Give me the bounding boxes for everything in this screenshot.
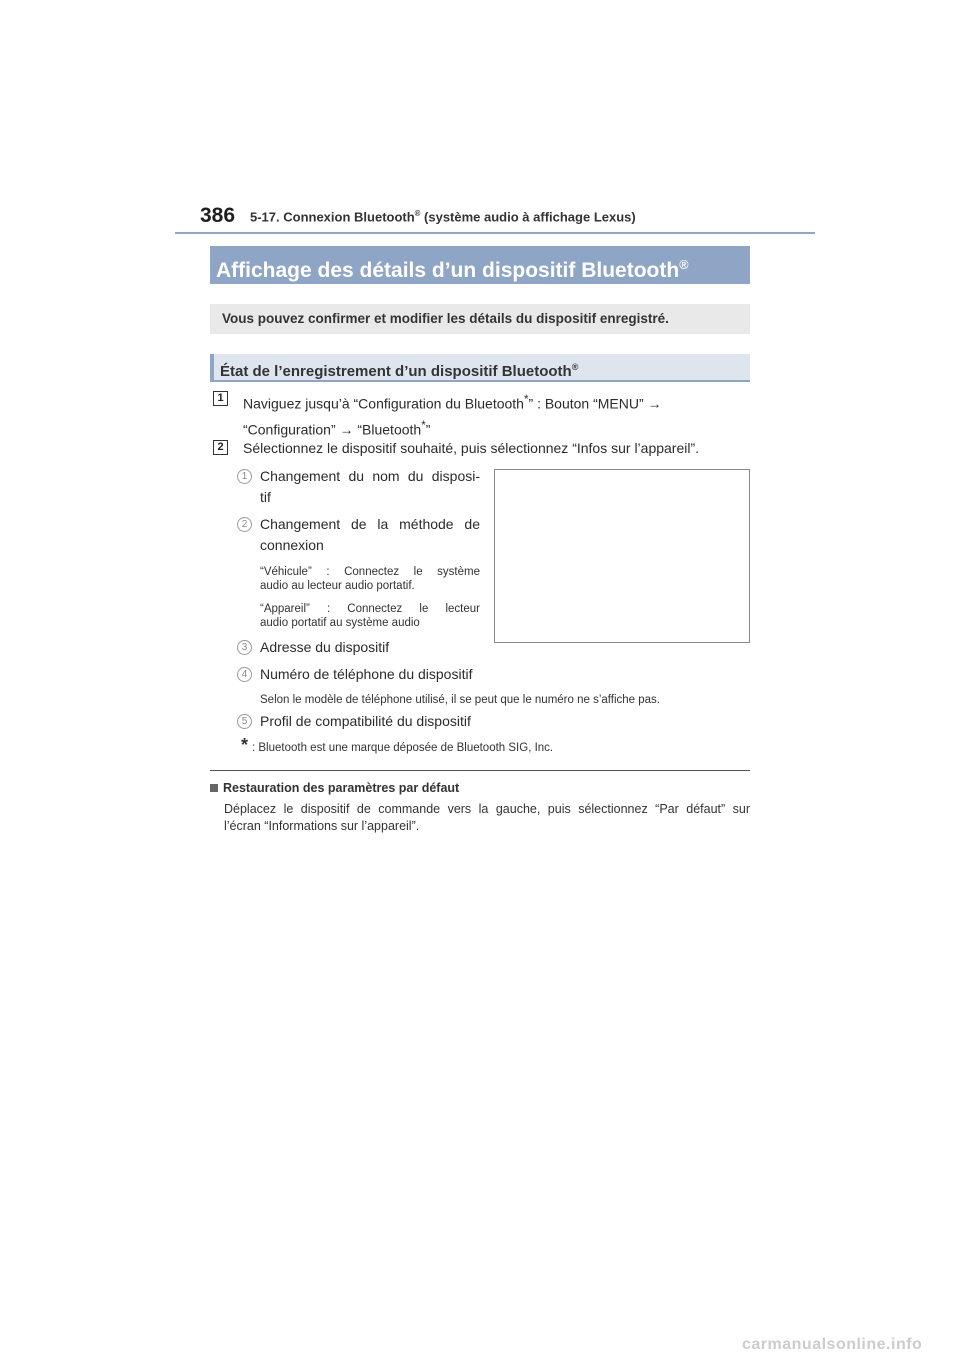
item-1-text: Changement du nom du disposi- tif — [260, 468, 480, 505]
note-phone: Selon le modèle de téléphone utilisé, il se peut que le numéro ne s’affiche pas. — [260, 694, 660, 706]
bullet-text: Déplacez le dispositif de commande vers la gauche, puis sélectionnez “Par défaut” sur l’écran “Informations sur l’appareil”. — [224, 802, 750, 833]
screen-illustration — [494, 469, 750, 643]
note-vehicule: “Véhicule” : Connectez le système audio au lecteur audio portatif. — [260, 566, 480, 592]
item-number-1: 1 — [237, 469, 252, 484]
page-number: 386 — [200, 204, 236, 227]
footnote-text: : Bluetooth est une marque déposée de Bluetooth SIG, Inc. — [252, 742, 554, 754]
item-3-text: Adresse du dispositif — [260, 639, 390, 655]
item-2-text: Changement de la méthode de connexion — [260, 516, 480, 553]
note-appareil: “Appareil” : Connectez le lecteur audio portatif au système audio — [260, 603, 480, 629]
main-title: Affichage des détails d’un dispositif Bluetooth® — [210, 246, 750, 284]
item-number-5: 5 — [237, 714, 252, 729]
step-number-2: 2 — [213, 440, 228, 455]
item-4-text: Numéro de téléphone du dispositif — [260, 666, 473, 682]
footnote-mark: * — [241, 735, 249, 755]
intro-text: Vous pouvez confirmer et modifier les détails du dispositif enregistré. — [210, 304, 750, 334]
watermark-logo — [740, 1328, 960, 1358]
bullet-heading: Restauration des paramètres par défaut — [210, 781, 459, 795]
item-number-2: 2 — [237, 517, 252, 532]
section-title: 5-17. Connexion Bluetooth® (système audio à affichage Lexus) — [250, 209, 636, 225]
step-1-text: Naviguez jusqu’à “Configuration du Bluetooth*” : Bouton “MENU” → “Configuration” → “Bluetooth*” — [243, 393, 662, 438]
step-number-1: 1 — [213, 391, 228, 406]
bullet-square-icon — [210, 784, 218, 792]
section-divider — [210, 770, 750, 771]
svg-text:carmanualsonline.info: carmanualsonline.info — [742, 1336, 923, 1353]
sub-title: État de l’enregistrement d’un dispositif Bluetooth® — [210, 354, 750, 382]
item-number-4: 4 — [237, 667, 252, 682]
step-2-text: Sélectionnez le dispositif souhaité, puis sélectionnez “Infos sur l’appareil”. — [243, 440, 700, 456]
item-5-text: Profil de compatibilité du dispositif — [260, 713, 471, 729]
header-divider — [175, 232, 815, 234]
item-number-3: 3 — [237, 640, 252, 655]
